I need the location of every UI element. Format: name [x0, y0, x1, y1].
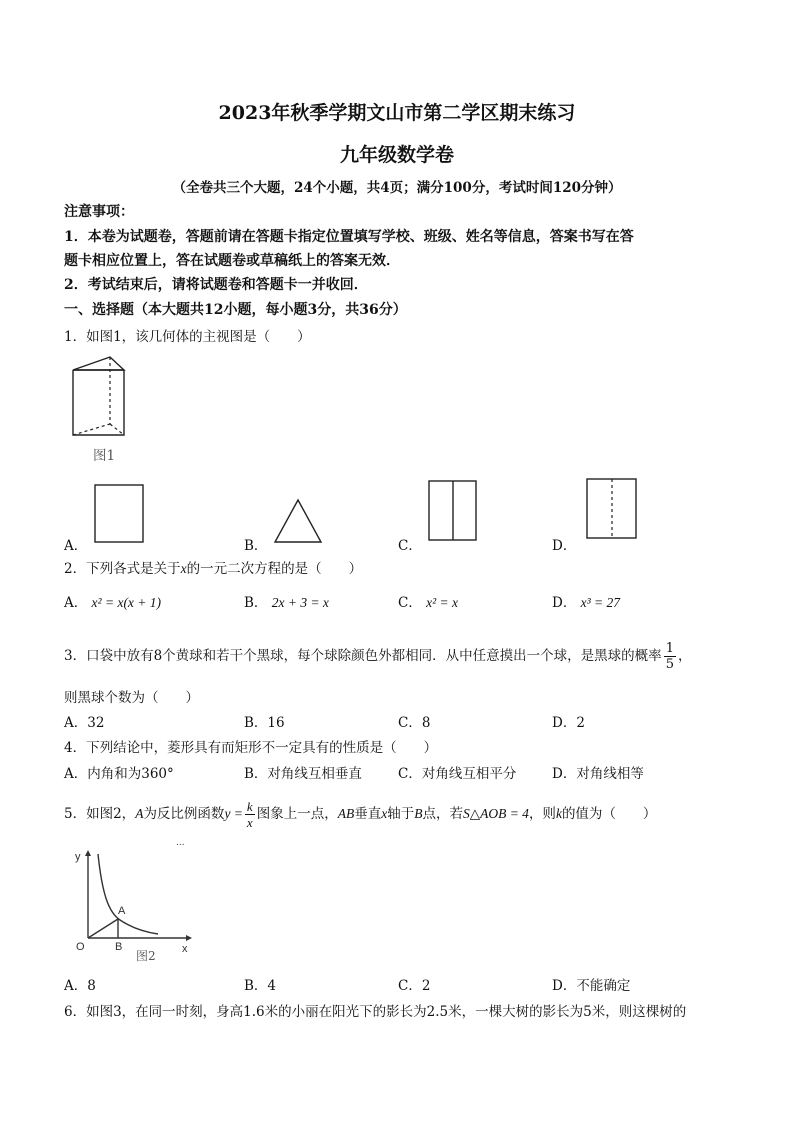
exam-subtitle: 九年级数学卷	[339, 144, 454, 166]
q4-option-a[interactable]: A．内角和为360°	[64, 766, 174, 782]
exam-title: 2023年秋季学期文山市第二学区期末练习	[218, 102, 576, 124]
q5-dots: ...	[176, 838, 185, 848]
notes-item-2: 2．考试结束后，请将试题卷和答题卡一并收回．	[64, 277, 368, 293]
q3-option-c[interactable]: C．8	[398, 715, 431, 731]
q2-stem: 2．下列各式是关于x的一元二次方程的是（ ）	[64, 561, 363, 577]
q5-figure-graph	[62, 842, 194, 966]
q5-axis-y-label: y	[75, 851, 81, 863]
q1-figure-prism	[66, 352, 136, 442]
section-1-heading: 一、选择题（本大题共12小题，每小题3分，共36分）	[64, 302, 407, 318]
q5-option-b[interactable]: B．4	[244, 978, 277, 994]
q5-stem: 5．如图2，A为反比例函数y = $\frac{k}{x}$ 图象上一点，AB垂直x轴于B点，若S△AOB = 4，则k的值为（ ）	[64, 799, 657, 830]
q3-fraction: $\frac{1}{5}$	[665, 641, 674, 672]
q5-axis-x-label: x	[182, 943, 188, 955]
q5-point-a-label: A	[118, 905, 126, 917]
q3-stem-line-1: 3．口袋中放有8个黄球和若干个黑球，每个球除颜色外都相同．从中任意摸出一个球，是黑球的概率 $\frac{1}{5}$ ，	[64, 641, 692, 672]
q3-stem-line-2: 则黑球个数为（ ）	[64, 690, 199, 706]
q1-stem: 1．如图1，该几何体的主视图是（ ）	[64, 329, 311, 345]
q2-option-b[interactable]: B． 2x + 3 = x	[244, 595, 329, 611]
q3-option-a[interactable]: A．32	[64, 715, 105, 731]
q5-figure-caption: 图2	[136, 949, 156, 963]
q4-option-b[interactable]: B．对角线互相垂直	[244, 766, 362, 782]
q1-option-c-label[interactable]: C．	[398, 538, 422, 554]
q2-option-a[interactable]: A． x² = x(x + 1)	[64, 595, 162, 611]
q1-option-c-figure[interactable]	[428, 480, 478, 542]
q6-stem: 6．如图3，在同一时刻，身高1.6米的小丽在阳光下的影长为2.5米，一棵大树的影长为5米，则这棵树的	[64, 1004, 687, 1020]
q4-stem: 4．下列结论中，菱形具有而矩形不一定具有的性质是（ ）	[64, 740, 438, 756]
q5-point-b-label: B	[115, 941, 123, 953]
q1-option-b-label[interactable]: B．	[244, 538, 268, 554]
q4-option-c[interactable]: C．对角线互相平分	[398, 766, 517, 782]
q1-option-d-figure[interactable]	[586, 478, 638, 540]
exam-info: （全卷共三个大题，24个小题，共4页；满分100分，考试时间120分钟）	[172, 180, 622, 196]
q3-option-b[interactable]: B．16	[244, 715, 285, 731]
q1-option-a-figure[interactable]	[94, 484, 144, 544]
q5-option-a[interactable]: A．8	[64, 978, 96, 994]
q2-option-c[interactable]: C． x² = x	[398, 595, 459, 611]
q1-option-d-label[interactable]: D．	[552, 538, 577, 554]
notes-heading: 注意事项：	[64, 204, 134, 220]
q1-figure-caption: 图1	[93, 448, 116, 464]
notes-item-1-line-1: 1．本卷为试题卷，答题前请在答题卡指定位置填写学校、班级、姓名等信息，答案书写在答	[64, 229, 634, 245]
q3-option-d[interactable]: D．2	[552, 715, 585, 731]
notes-item-1-line-2: 题卡相应位置上，答在试题卷或草稿纸上的答案无效．	[64, 253, 400, 269]
q4-option-d[interactable]: D．对角线相等	[552, 766, 644, 782]
q1-option-b-figure[interactable]	[273, 498, 323, 544]
q5-point-o-label: O	[76, 941, 85, 953]
q1-option-a-label[interactable]: A．	[64, 538, 88, 554]
q2-option-d[interactable]: D． x³ = 27	[552, 595, 621, 611]
q5-option-d[interactable]: D．不能确定	[552, 978, 631, 994]
q5-option-c[interactable]: C．2	[398, 978, 431, 994]
q5-function-fraction: $\frac{k}{x}$	[246, 799, 253, 830]
